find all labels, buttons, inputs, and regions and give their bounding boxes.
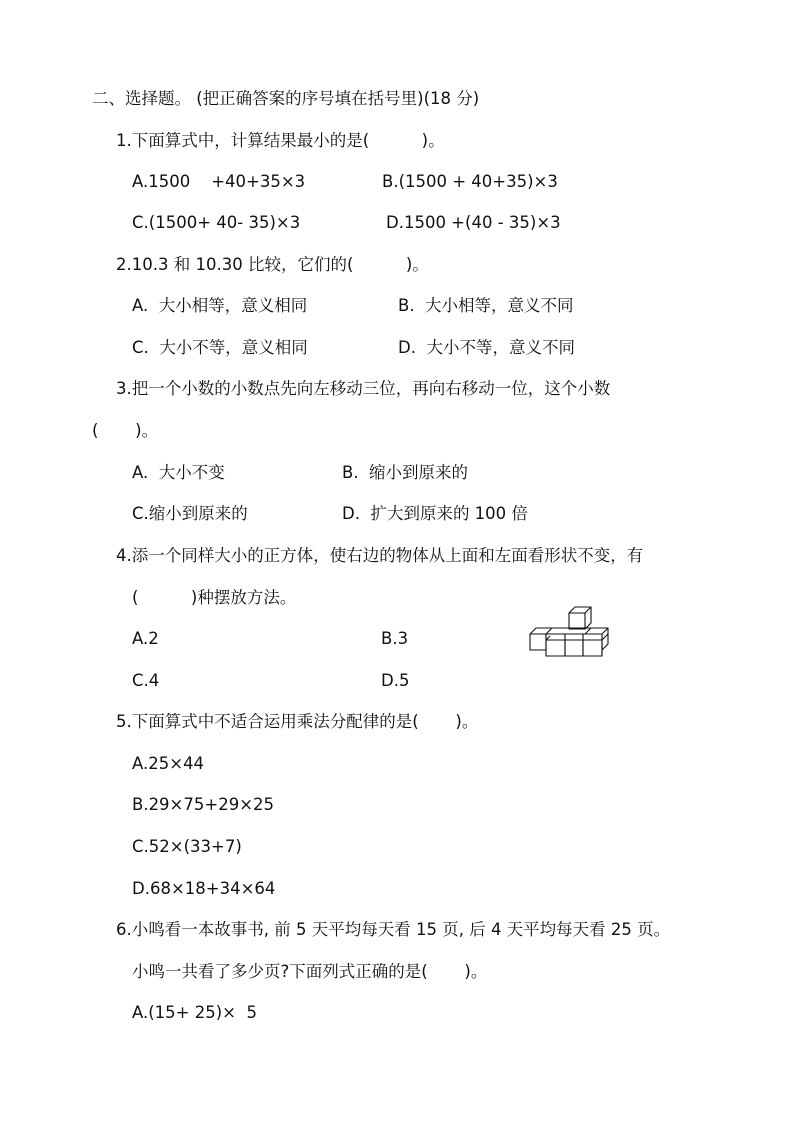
cube-stack-figure: [526, 604, 612, 658]
question-6-option-a[interactable]: A.(15+ 25)× 5: [132, 1003, 257, 1022]
section-title: 二、选择题。 (把正确答案的序号填在括号里)(18 分): [92, 89, 480, 108]
question-5-option-a[interactable]: A.25×44: [132, 754, 205, 773]
question-4-option-a[interactable]: A.2: [132, 629, 159, 648]
question-3-option-d[interactable]: D. 扩大到原来的 100 倍: [342, 504, 528, 523]
question-1-option-a[interactable]: A.1500 +40+35×3: [132, 172, 306, 191]
question-1-option-c[interactable]: C.(1500+ 40- 35)×3: [132, 213, 301, 232]
question-3-option-b[interactable]: B. 缩小到原来的: [342, 463, 469, 482]
question-4-option-c[interactable]: C.4: [132, 671, 160, 690]
question-2-stem: 2.10.3 和 10.30 比较，它们的( )。: [116, 255, 429, 274]
question-5-option-d[interactable]: D.68×18+34×64: [132, 879, 276, 898]
question-2-option-a[interactable]: A. 大小相等，意义相同: [132, 296, 308, 315]
question-4-option-b[interactable]: B.3: [381, 629, 409, 648]
question-3-option-c[interactable]: C.缩小到原来的: [132, 504, 248, 523]
question-5-option-b[interactable]: B.29×75+29×25: [132, 795, 275, 814]
question-4-option-d[interactable]: D.5: [381, 671, 410, 690]
question-4-stem-line-1: 4.添一个同样大小的正方体，使右边的物体从上面和左面看形状不变，有: [116, 546, 644, 565]
question-3-option-a[interactable]: A. 大小不变: [132, 463, 225, 482]
question-5-stem: 5.下面算式中不适合运用乘法分配律的是( )。: [116, 712, 479, 731]
question-2-option-c[interactable]: C. 大小不等，意义相同: [132, 338, 308, 357]
question-2-option-d[interactable]: D. 大小不等，意义不同: [398, 338, 575, 357]
question-5-option-c[interactable]: C.52×(33+7): [132, 837, 242, 856]
question-1-option-b[interactable]: B.(1500 + 40+35)×3: [382, 172, 558, 191]
question-1-stem: 1.下面算式中，计算结果最小的是( )。: [116, 131, 445, 150]
question-6-stem-line-1: 6.小鸣看一本故事书, 前 5 天平均每天看 15 页, 后 4 天平均每天看 25 页。: [116, 920, 671, 939]
question-4-stem-line-2: ( )种摆放方法。: [132, 588, 297, 607]
question-3-stem-line-2: ( )。: [92, 421, 159, 440]
question-1-option-d[interactable]: D.1500 +(40 - 35)×3: [386, 213, 561, 232]
question-6-stem-line-2: 小鸣一共看了多少页?下面列式正确的是( )。: [132, 962, 488, 981]
question-3-stem-line-1: 3.把一个小数的小数点先向左移动三位，再向右移动一位，这个小数: [116, 379, 611, 398]
question-2-option-b[interactable]: B. 大小相等，意义不同: [398, 296, 574, 315]
